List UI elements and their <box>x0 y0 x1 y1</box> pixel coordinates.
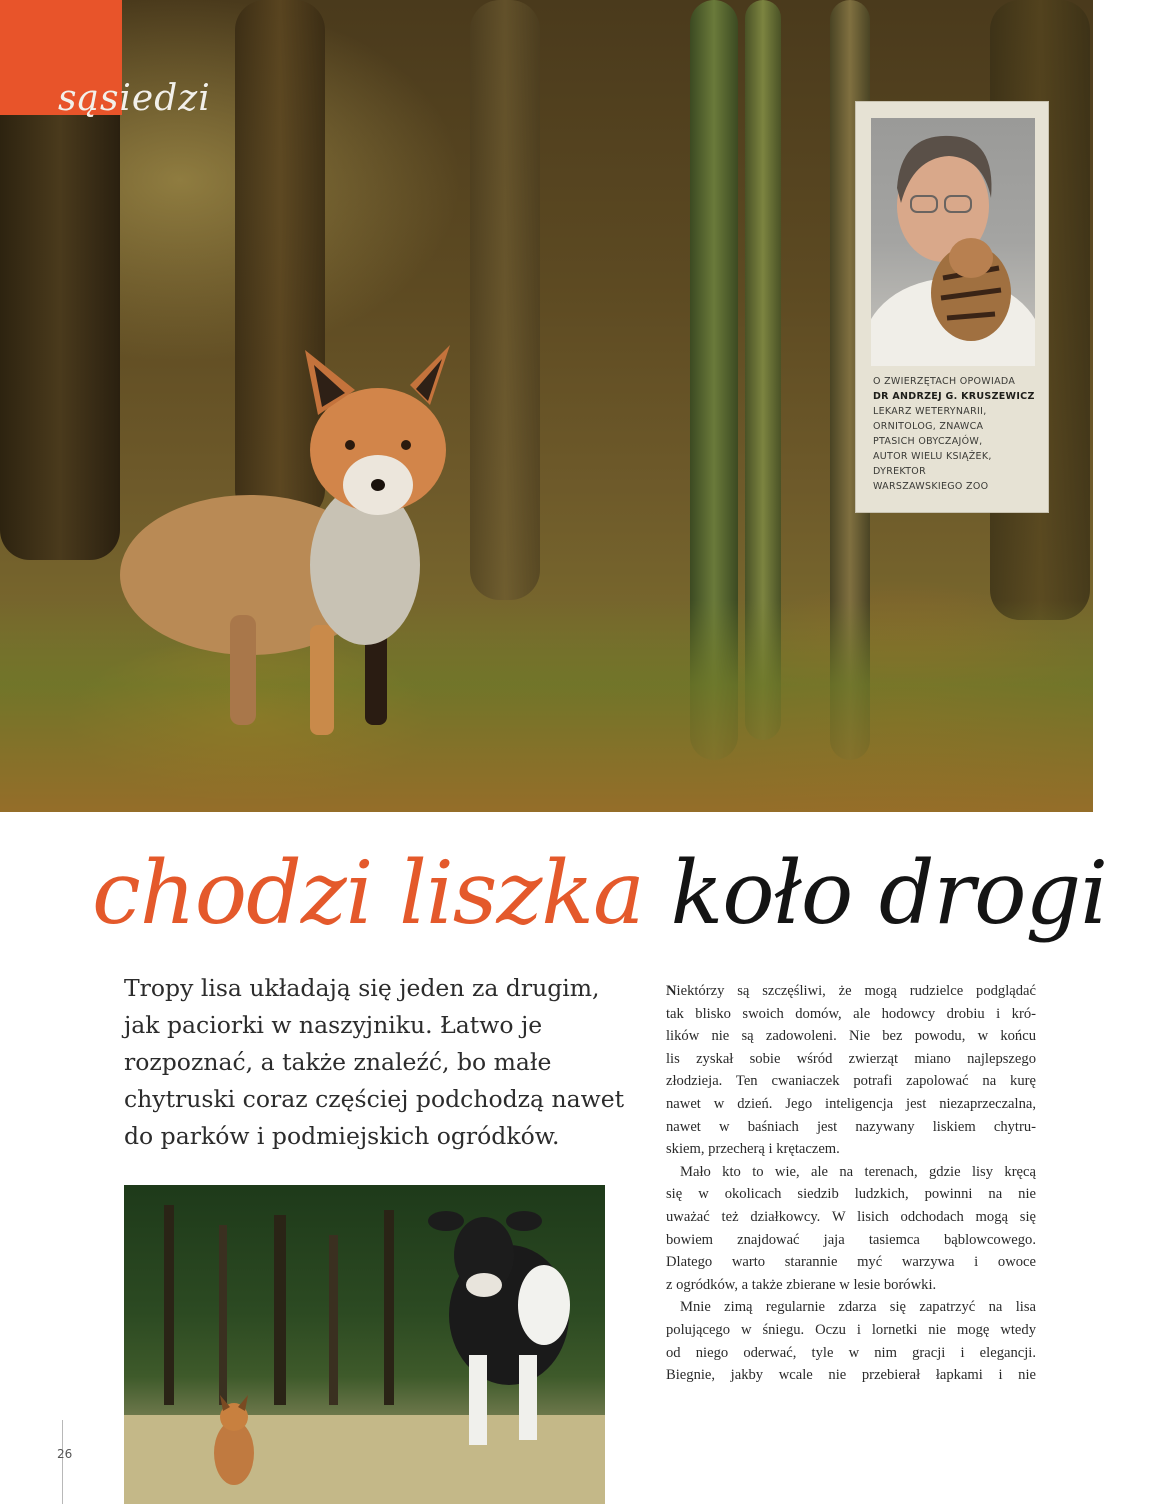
lead-line: Tropy lisa układają się jeden za drugim, <box>124 974 600 1002</box>
body-line: od niego oderwać, tyle w nim gracji i elegancji. <box>666 1344 1036 1361</box>
body-line: tak blisko swoich domów, ale hodowcy drobiu i kró- <box>666 1005 1036 1022</box>
body-line: nawet w dzień. Jego inteligencja jest niezaprzeczalna, <box>666 1095 1036 1112</box>
body-line: Biegnie, jakby wcale nie przebierał łapkami i nie <box>666 1367 1036 1384</box>
author-caption-line: LEKARZ WETERYNARII, <box>873 406 987 417</box>
author-name: DR ANDRZEJ G. KRUSZEWICZ <box>873 391 1035 402</box>
photo-fox-and-cow <box>124 1185 605 1504</box>
body-line: uważać też działkowcy. W lisich odchodach mogą się <box>666 1208 1036 1225</box>
author-caption-line: ORNITOLOG, ZNAWCA <box>873 421 984 432</box>
author-caption-line: WARSZAWSKIEGO ZOO <box>873 481 989 492</box>
body-line: złodzieja. Ten cwaniaczek potrafi zapolować na kurę <box>666 1073 1036 1090</box>
author-card <box>855 101 1049 513</box>
author-caption-line: PTASICH OBYCZAJÓW, <box>873 436 983 447</box>
lead-paragraph <box>124 970 624 1155</box>
lead-line: do parków i podmiejskich ogródków. <box>124 1122 560 1150</box>
body-line: polującego w śniegu. Oczu i lornetki nie mogę wtedy <box>666 1321 1036 1338</box>
article-body-column <box>666 980 1036 1387</box>
body-line: się w okolicach siedzib ludzkich, powinni na nie <box>666 1186 1036 1203</box>
body-line: nawet w baśniach jest nazywany liskiem chytru- <box>666 1118 1036 1135</box>
author-caption-line: DYREKTOR <box>873 466 926 477</box>
author-portrait-illustration <box>871 118 1035 366</box>
body-line: skiem, przecherą i krętaczem. <box>666 1141 840 1158</box>
author-caption-line: O ZWIERZĘTACH OPOWIADA <box>873 376 1016 387</box>
body-line: Dlatego warto starannie myć warzywa i owoce <box>666 1254 1036 1271</box>
fox-and-cow-illustration <box>124 1185 605 1504</box>
body-line: bowiem znajdować jaja tasiemca bąblowcowego. <box>666 1231 1036 1248</box>
body-line: Mnie zimą regularnie zdarza się zapatrzyć na lisa <box>680 1299 1036 1316</box>
lead-line: rozpoznać, a także znaleźć, bo małe <box>124 1048 552 1076</box>
author-portrait-with-tiger-cub <box>871 118 1035 366</box>
page-number: 26 <box>57 1447 73 1461</box>
red-fox-illustration <box>110 345 470 765</box>
body-line: Mało kto to wie, ale na terenach, gdzie lisy kręcą <box>680 1163 1036 1180</box>
lead-line: jak paciorki w naszyjniku. Łatwo je <box>124 1011 543 1039</box>
drop-cap: N <box>666 983 677 999</box>
body-line: z ogródków, a także zbierane w lesie borówki. <box>666 1276 937 1293</box>
headline-part-black: koło drogi <box>670 842 1108 944</box>
tree-trunk <box>470 0 540 600</box>
article-headline <box>92 838 1108 948</box>
lead-line: chytruski coraz częściej podchodzą nawet <box>124 1085 625 1113</box>
body-line: lików nie są zadowoleni. Nie bez powodu, w końcu <box>666 1028 1036 1045</box>
section-label: sąsiedzi <box>58 78 211 119</box>
body-line: lis zyskał sobie wśród zwierząt miano najlepszego <box>666 1050 1036 1067</box>
page-margin-rule <box>62 1420 63 1504</box>
headline-part-orange: chodzi liszka <box>92 842 644 944</box>
body-line-first <box>666 980 1036 1003</box>
body-line-text: iektórzy są szczęśliwi, że mogą rudzielce podglądać <box>676 983 1036 999</box>
author-caption-line: AUTOR WIELU KSIĄŻEK, <box>873 451 992 462</box>
author-caption <box>873 374 1043 494</box>
